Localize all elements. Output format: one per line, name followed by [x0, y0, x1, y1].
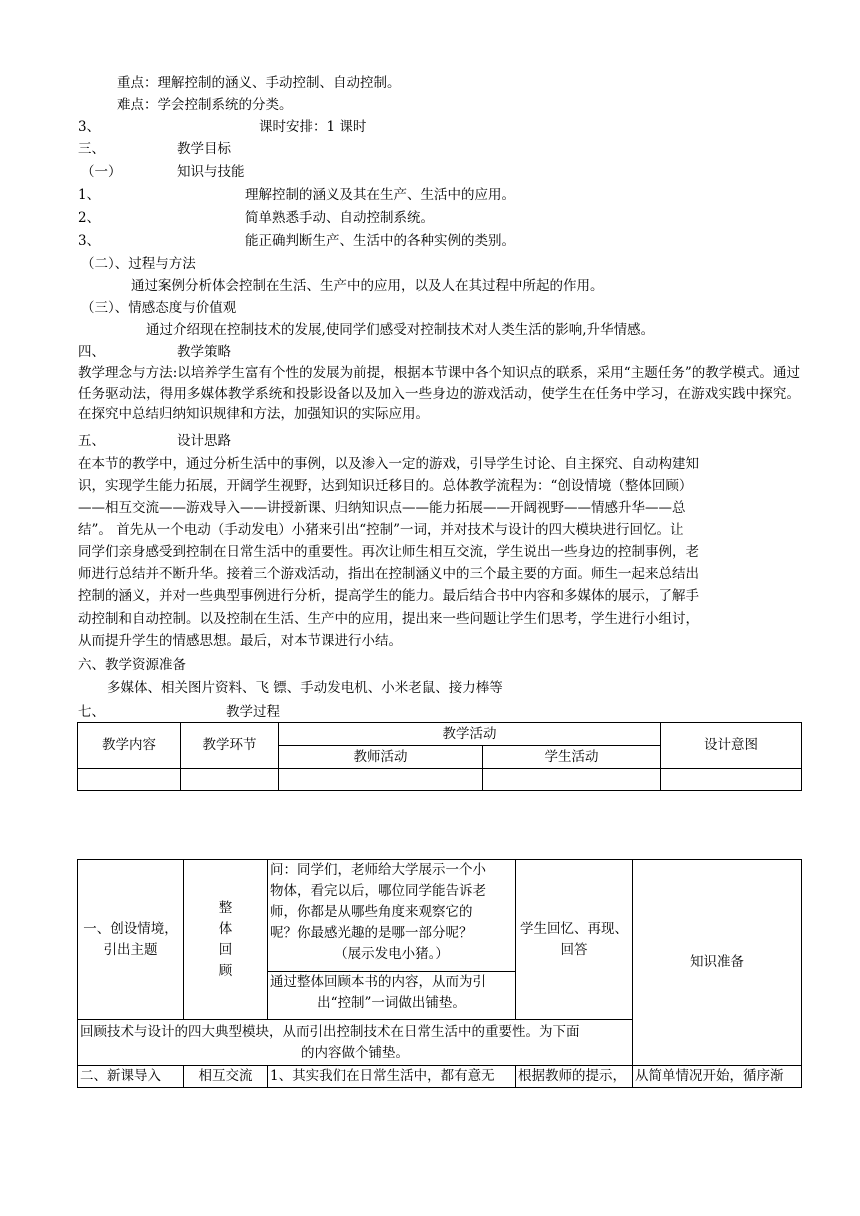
resources-title: 六、教学资源准备 [78, 657, 186, 673]
emotion-text: 通过介绍现在控制技术的发展,使同学们感受对控制技术对人类生活的影响,升华情感。 [146, 322, 655, 338]
objective-text: 能正确判断生产、生活中的各种实例的类别。 [245, 233, 515, 249]
design-line: 在本节的教学中，通过分析生活中的事例，以及渗入一定的游戏，引导学生讨论、自主探究、自动构建知 [78, 456, 699, 472]
objective-number: 2、 [78, 210, 101, 226]
row1-content: 一、创设情境， 引出主题 [78, 860, 184, 1020]
process-method-title: （二）、过程与方法 [81, 256, 196, 272]
header-student: 学生活动 [483, 746, 661, 769]
strategy-title: 教学策略 [177, 344, 231, 360]
row1-student: 学生回忆、再现、 回答 [516, 860, 633, 1020]
row2-student: 根据教师的提示， [516, 1066, 633, 1088]
row2-teacher: 1、其实我们在日常生活中，都有意无 [268, 1066, 516, 1088]
strategy-paragraph: 教学理念与方法:以培养学生富有个性的发展为前提，根据本节课中各个知识点的联系，采用“主题任务”的教学模式。通过任务驱动法，得用多媒体教学系统和投影设备以及加入一些身边的游戏活动，使学生在任务中学习，在游戏实践中探究。在探究中总结归纳知识规律和方法，加强知识的实际应用。 [78, 365, 800, 423]
difficult-points: 难点：学会控制系统的分类。 [117, 97, 293, 113]
design-title: 设计思路 [177, 433, 231, 449]
design-line: 从而提升学生的情感思想。最后，对本节课进行小结。 [78, 633, 402, 649]
process-number: 七、 [78, 704, 105, 720]
design-number: 五、 [78, 433, 105, 449]
row1-teacher-question: 问：同学们，老师给大学展示一个小 物体，看完以后，哪位同学能告诉老 师，你都是从哪些角度来观察它的 呢？你最感光趣的是哪一部分呢？ （展示发电小猪。） [268, 860, 516, 972]
design-line: 师进行总结并不断升华。接着三个游戏活动，指出在控制涵义中的三个最主要的方面。师生一起来总结出 [78, 566, 699, 582]
resources-text: 多媒体、相关图片资料、飞 镖、手动发电机、小米老鼠、接力棒等 [107, 680, 503, 696]
empty-cell [279, 769, 483, 791]
design-line: 控制的涵义，并对一些典型事例进行分析，提高学生的能力。最后结合书中内容和多媒体的展示，了解手 [78, 588, 699, 604]
emotion-title: （三）、情感态度与价值观 [81, 300, 237, 316]
row1-stage: 整 体 回 顾 [184, 860, 268, 1020]
header-content: 教学内容 [78, 723, 181, 769]
design-line: 同学们亲身感受到控制在日常生活中的重要性。再次让师生相互交流，学生说出一些身边的控制事例，老 [78, 544, 699, 560]
process-header-table [77, 722, 802, 791]
row1-intent: 知识准备 [633, 860, 802, 1066]
header-intent: 设计意图 [661, 723, 802, 769]
process-title: 教学过程 [226, 704, 280, 720]
header-stage: 教学环节 [181, 723, 279, 769]
row1-note: 回顾技术与设计的四大典型模块，从而引出控制技术在日常生活中的重要性。为下面 的内容做个铺垫。 [78, 1020, 633, 1066]
objective-number: 1、 [78, 187, 101, 203]
header-teacher: 教师活动 [279, 746, 483, 769]
empty-cell [181, 769, 279, 791]
row2-stage: 相互交流 [184, 1066, 268, 1088]
design-line: ——相互交流——游戏导入——讲授新课、归纳知识点——能力拓展——开阔视野——情感升华——总 [78, 500, 686, 516]
empty-cell [483, 769, 661, 791]
row2-content: 二、新课导入 [78, 1066, 184, 1088]
process-method-text: 通过案例分析体会控制在生活、生产中的应用，以及人在其过程中所起的作用。 [131, 278, 604, 294]
design-line: 动控制和自动控制。以及控制在生活、生产中的应用，提出来一些问题让学生们思考，学生进行小组讨， [78, 611, 699, 627]
empty-cell [661, 769, 802, 791]
objective-text: 理解控制的涵义及其在生产、生活中的应用。 [245, 187, 515, 203]
schedule-text: 课时安排：1 课时 [259, 119, 367, 135]
design-line: 识，实现学生能力拓展，开阔学生视野，达到知识迁移目的。总体教学流程为：“创设情境（整体回顾） [78, 478, 693, 494]
strategy-number: 四、 [78, 344, 105, 360]
objectives-title: 教学目标 [177, 141, 231, 157]
objectives-number: 三、 [78, 141, 105, 157]
design-line: 结”。 首先从一个电动（手动发电）小猪来引出“控制”一词，并对技术与设计的四大模块进行回忆。让 [78, 522, 684, 538]
schedule-number: 3、 [78, 119, 101, 135]
row2-intent: 从简单情况开始，循序渐 [633, 1066, 802, 1088]
header-activity: 教学活动 [279, 723, 661, 746]
key-points: 重点：理解控制的涵义、手动控制、自动控制。 [117, 75, 401, 91]
objective-text: 简单熟悉手动、自动控制系统。 [245, 210, 434, 226]
row1-teacher-review: 通过整体回顾本书的内容，从而为引 出“控制”一词做出铺垫。 [268, 972, 516, 1020]
objective-number: 3、 [78, 233, 101, 249]
empty-cell [78, 769, 181, 791]
knowledge-number: （一） [81, 164, 122, 180]
process-table [77, 859, 802, 1088]
knowledge-title: 知识与技能 [177, 164, 245, 180]
